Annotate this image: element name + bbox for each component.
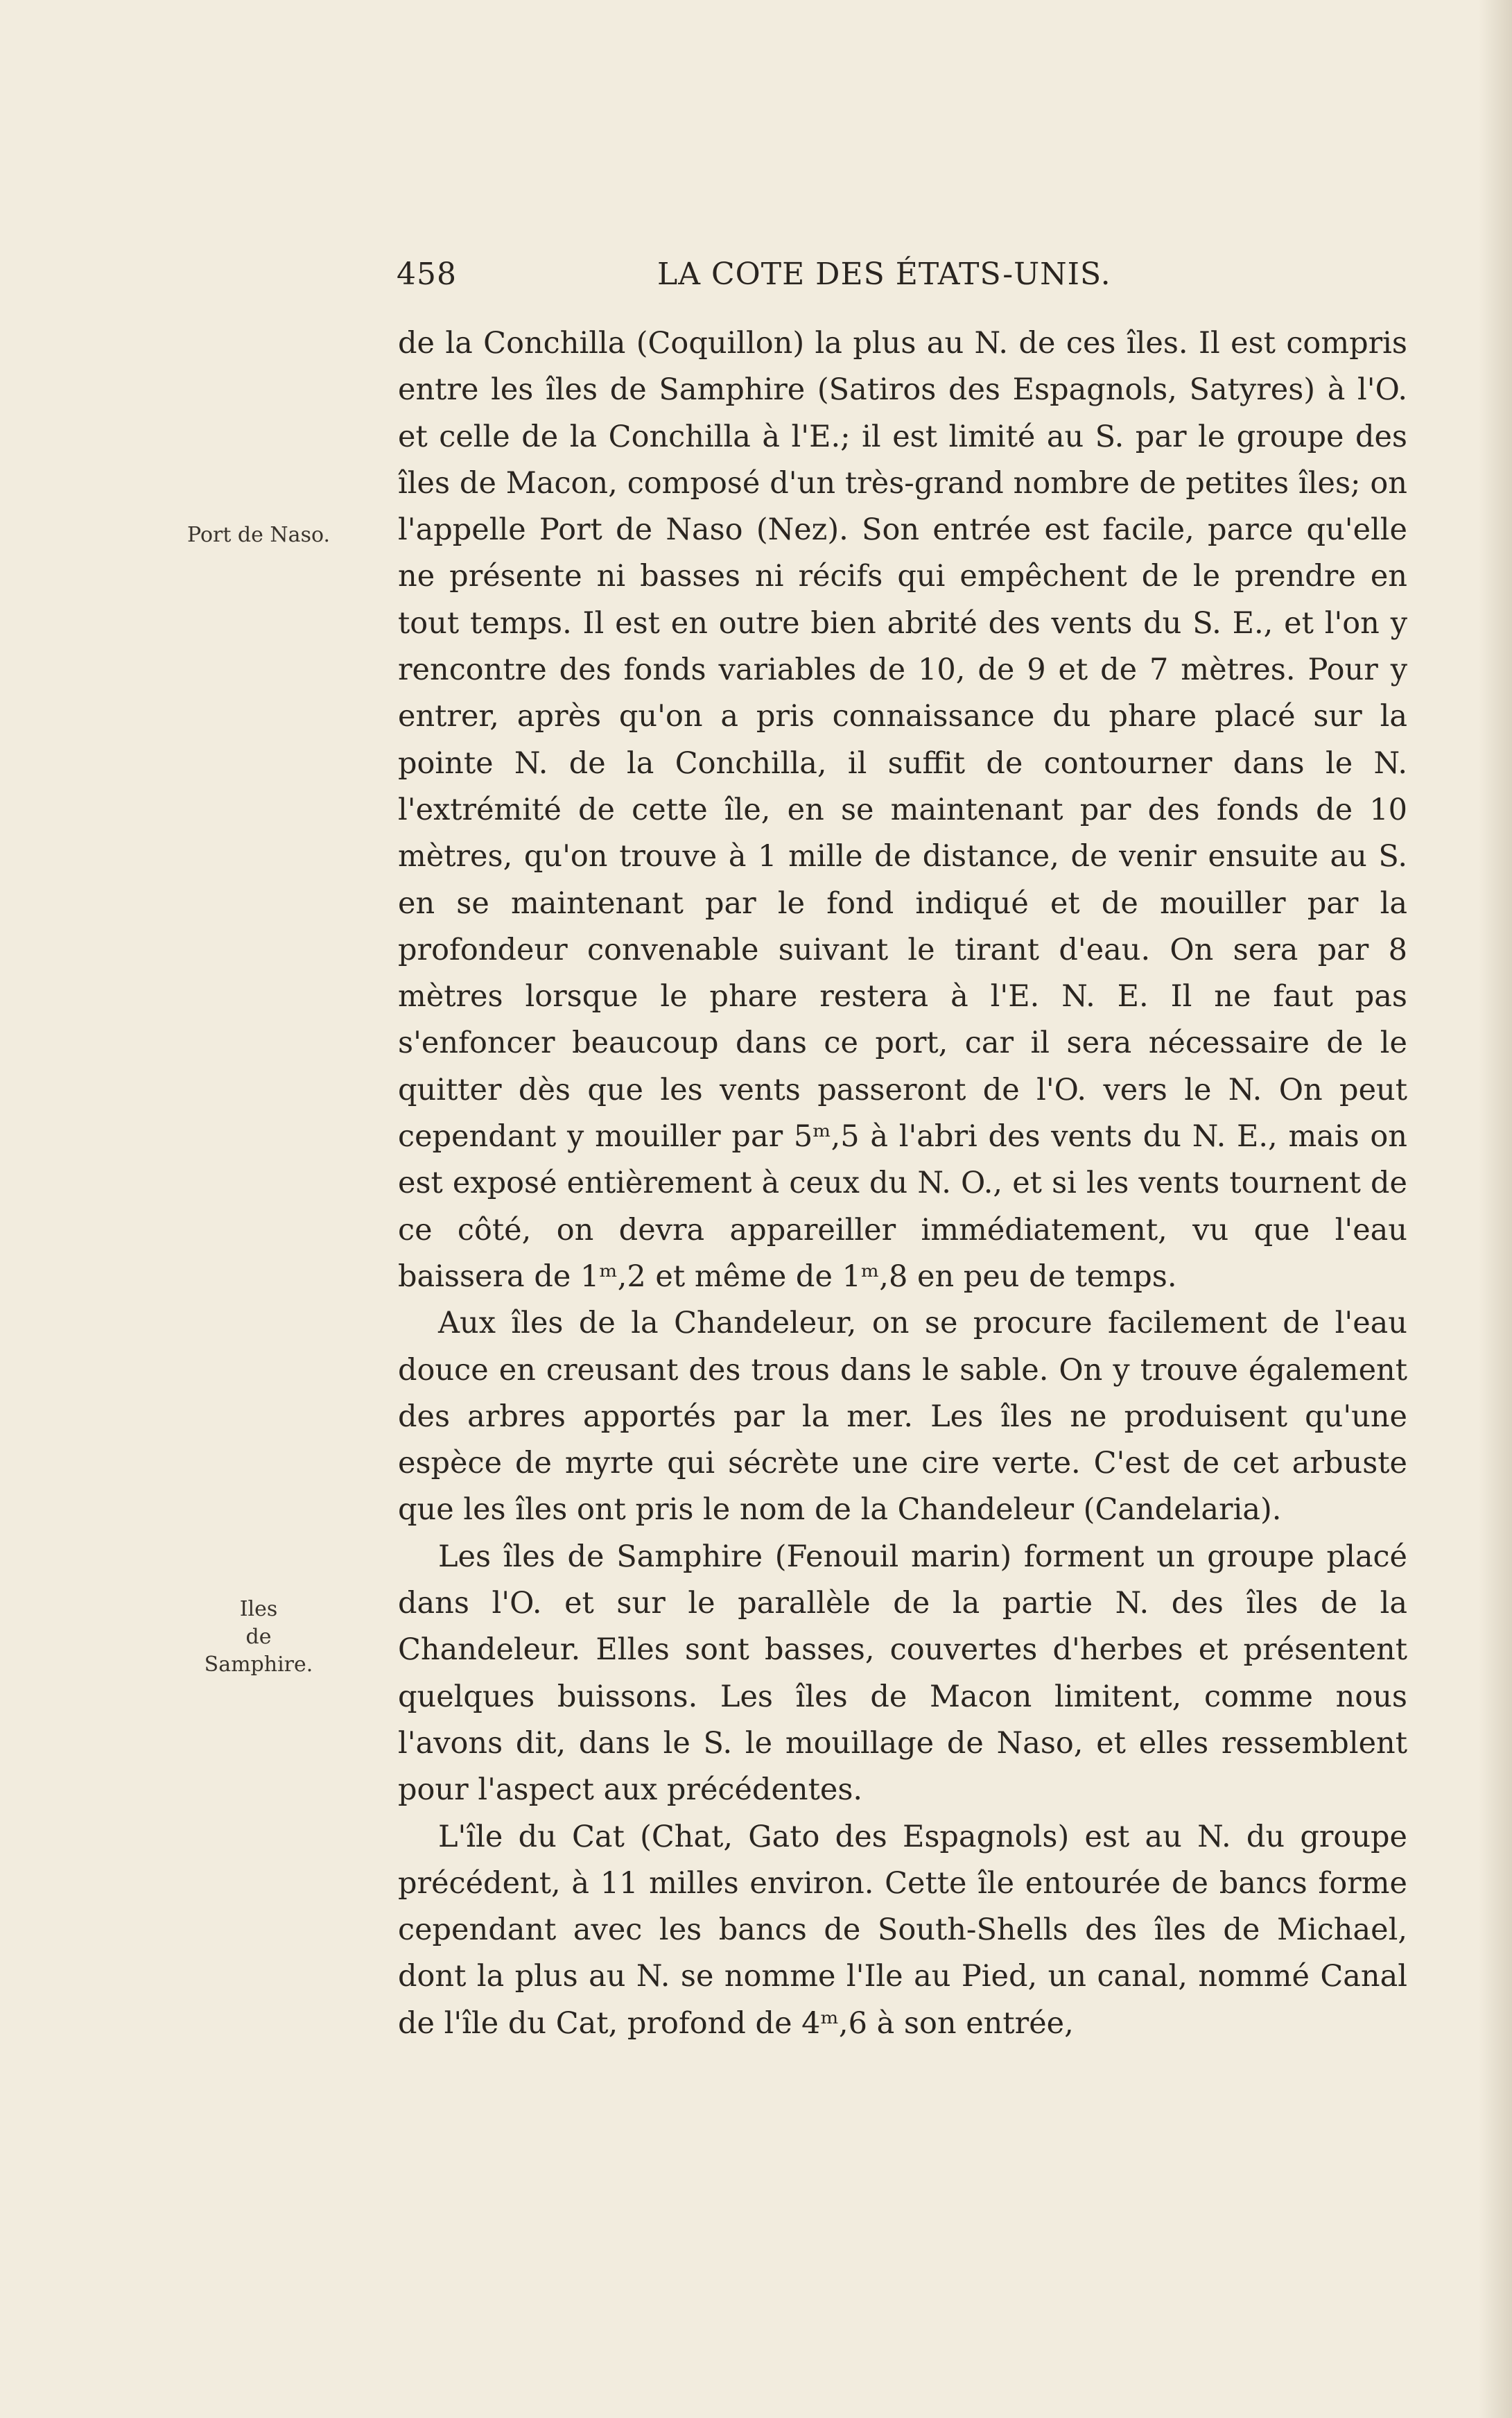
paragraph: Aux îles de la Chandeleur, on se procure facilement de l'eau douce en creusant des trous dans le sable. On y trouve également des arbres apportés par la mer. Les îles ne produisent qu'une espèce de myrte qui sécrète une cire verte. C'est de cet arbuste que les îles ont pris le nom de la Chandeleur (Candelaria). (398, 1306, 1407, 1528)
paragraph: de la Conchilla (Coquillon) la plus au N. de ces îles. Il est compris entre les îles de Samphire (Satiros des Espagnols, Satyres) à l'O. et celle de la Conchilla à l'E.; il est limité au S. par le groupe des îles de Macon, composé d'un très-grand nombre de petites îles; on l'appelle Port de Naso (Nez). Son entrée est facile, parce qu'elle ne présente ni basses ni récifs qui empêchent de le prendre en tout temps. Il est en outre bien abrité des vents du S. E., et l'on y rencontre des fonds variables de 10, de 9 et de 7 mètres. Pour y entrer, après qu'on a pris connaissance du phare placé sur la pointe N. de la Conchilla, il suffit de contourner dans le N. l'extrémité de cette île, en se maintenant par des fonds de 10 mètres, qu'on trouve à 1 mille de distance, de venir ensuite au S. en se maintenant par le fond indiqué et de mouiller par la profondeur convenable suivant le tirant d'eau. On sera par 8 mètres lorsque le phare restera à l'E. N. E. Il ne faut pas s'enfoncer beaucoup dans ce port, car il sera nécessaire de le quitter dès que les vents passeront de l'O. vers le N. On peut cependant y mouiller par 5ᵐ,5 à l'abri des vents du N. E., mais on est exposé entièrement à ceux du N. O., et si les vents tournent de ce côté, on devra appareiller immédiatement, vu que l'eau baissera de 1ᵐ,2 et même de 1ᵐ,8 en peu de temps. (398, 326, 1407, 1294)
margin-note-port-de-naso: Port de Naso. (186, 523, 331, 547)
page-edge-shadow (1479, 0, 1512, 2418)
page-header (397, 257, 1409, 305)
page-number: 458 (397, 257, 457, 292)
margin-note-iles-de-samphire: Iles de Samphire. (204, 1597, 313, 1677)
running-title: LA COTE DES ÉTATS-UNIS. (657, 257, 1111, 292)
paragraph: Les îles de Samphire (Fenouil marin) forment un groupe placé dans l'O. et sur le parallèle de la partie N. des îles de la Chandeleur. Elles sont basses, couvertes d'herbes et présentent quelques buissons. Les îles de Macon limitent, comme nous l'avons dit, dans le S. le mouillage de Naso, et elles ressemblent pour l'aspect aux précédentes. (398, 1539, 1407, 1808)
paragraph: L'île du Cat (Chat, Gato des Espagnols) est au N. du groupe précédent, à 11 milles environ. Cette île entourée de bancs forme cependant avec les bancs de South-Shells des îles de Michael, dont la plus au N. se nomme l'Ile au Pied, un canal, nommé Canal de l'île du Cat, profond de 4ᵐ,6 à son entrée, (398, 1819, 1407, 2041)
body-text (398, 320, 1407, 2047)
